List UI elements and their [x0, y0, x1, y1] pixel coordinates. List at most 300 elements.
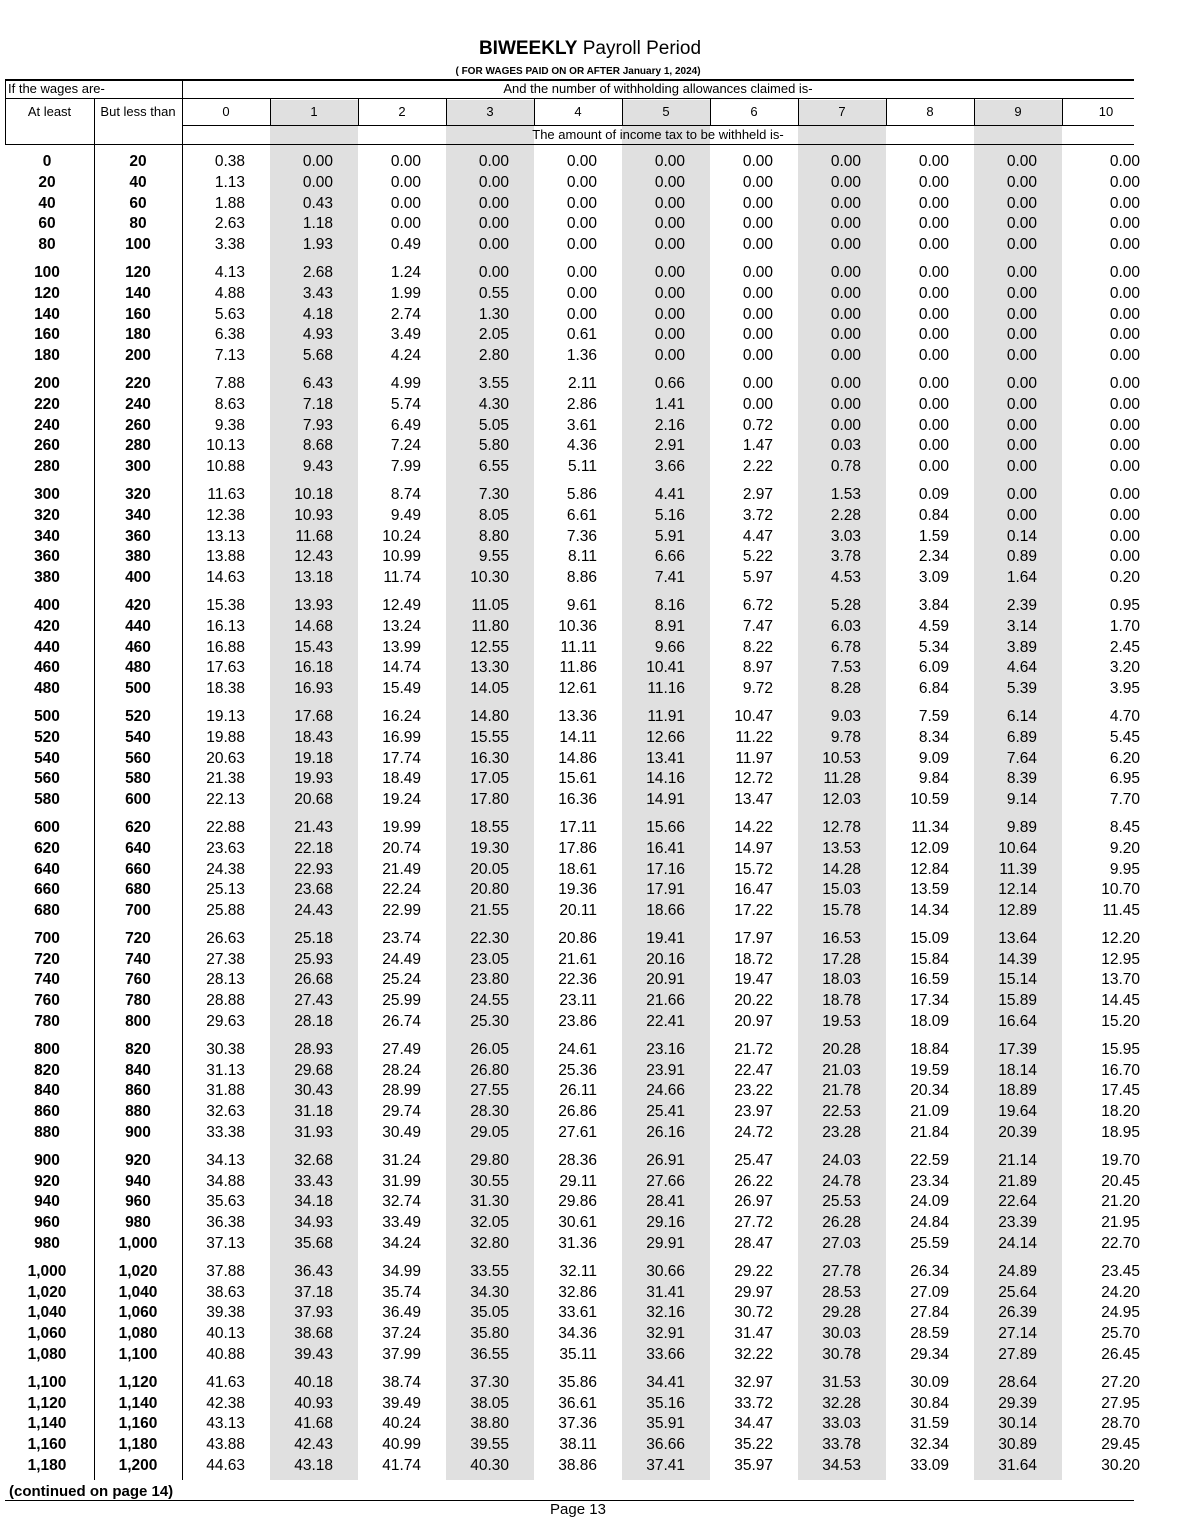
tax-cell: 36.55 — [470, 1346, 509, 1364]
tax-cell: 21.09 — [910, 1103, 949, 1121]
tax-cell: 24.43 — [294, 902, 333, 920]
tax-cell: 2.28 — [830, 506, 861, 524]
tax-cell: 0.00 — [1109, 194, 1140, 212]
tax-cell: 10.64 — [998, 839, 1037, 857]
tax-cell: 0.00 — [566, 215, 597, 233]
tax-cell: 35.16 — [646, 1394, 685, 1412]
tax-cell: 0.14 — [1006, 527, 1037, 545]
tax-cell: 22.47 — [734, 1061, 773, 1079]
tax-cell: 27.20 — [1101, 1373, 1140, 1391]
at-least-cell: 140 — [34, 305, 60, 323]
tax-cell: 9.78 — [830, 728, 861, 746]
tax-cell: 1.13 — [214, 173, 245, 191]
tax-cell: 6.89 — [1006, 728, 1037, 746]
tax-cell: 29.80 — [470, 1151, 509, 1169]
tax-cell: 26.97 — [734, 1193, 773, 1211]
but-less-than-cell: 860 — [125, 1082, 151, 1100]
but-less-than-cell: 960 — [125, 1193, 151, 1211]
tax-cell: 24.49 — [382, 950, 421, 968]
tax-cell: 0.00 — [566, 153, 597, 170]
tax-cell: 37.99 — [382, 1346, 421, 1364]
tax-cell: 8.97 — [742, 659, 773, 677]
at-least-cell: 220 — [34, 395, 60, 413]
but-less-than-cell: 160 — [125, 305, 151, 323]
tax-cell: 37.30 — [470, 1373, 509, 1391]
tax-cell: 32.63 — [206, 1103, 245, 1121]
tax-cell: 6.61 — [566, 506, 597, 524]
at-least-cell: 280 — [34, 458, 60, 476]
tax-cell: 20.28 — [822, 1040, 861, 1058]
tax-cell: 31.18 — [294, 1103, 333, 1121]
at-least-cell: 0 — [42, 153, 52, 170]
tax-cell: 14.22 — [734, 818, 773, 836]
at-least-cell: 600 — [34, 818, 60, 836]
tax-cell: 36.43 — [294, 1262, 333, 1280]
tax-cell: 37.36 — [558, 1415, 597, 1433]
tax-cell: 5.68 — [302, 347, 333, 365]
tax-cell: 13.24 — [382, 617, 421, 635]
tax-cell: 12.38 — [206, 506, 245, 524]
tax-cell: 11.28 — [823, 770, 861, 788]
tax-cell: 6.95 — [1109, 770, 1140, 788]
but-less-than-cell: 60 — [129, 194, 147, 212]
tax-cell: 30.72 — [734, 1304, 773, 1322]
at-least-cell: 420 — [34, 617, 60, 635]
tax-cell: 31.36 — [558, 1235, 597, 1253]
tax-cell: 14.34 — [910, 902, 949, 920]
allowance-col-2: 2 — [398, 104, 406, 119]
tax-cell: 0.00 — [1006, 194, 1037, 212]
tax-cell: 21.95 — [1101, 1214, 1140, 1232]
allowance-col-9: 9 — [1014, 104, 1022, 119]
tax-cell: 11.05 — [471, 596, 509, 614]
tax-cell: 18.14 — [998, 1061, 1037, 1079]
tax-cell: 23.68 — [294, 881, 333, 899]
tax-cell: 25.36 — [558, 1061, 597, 1079]
tax-cell: 18.38 — [206, 680, 245, 698]
tax-cell: 0.00 — [742, 215, 773, 233]
tax-cell: 5.34 — [918, 638, 949, 656]
tax-cell: 0.00 — [918, 395, 949, 413]
tax-cell: 10.36 — [558, 617, 597, 635]
tax-cell: 26.63 — [206, 929, 245, 947]
tax-cell: 32.91 — [646, 1325, 685, 1343]
tax-cell: 23.97 — [734, 1103, 773, 1121]
tax-cell: 5.39 — [1006, 680, 1037, 698]
tax-cell: 23.80 — [470, 971, 509, 989]
tax-cell: 31.47 — [734, 1325, 773, 1343]
tax-cell: 10.13 — [206, 437, 245, 455]
tax-cell: 21.61 — [558, 950, 597, 968]
tax-cell: 0.03 — [830, 437, 861, 455]
tax-cell: 2.11 — [567, 374, 597, 392]
tax-cell: 11.16 — [647, 680, 685, 698]
at-least-cell: 460 — [34, 659, 60, 677]
at-least-cell: 780 — [34, 1013, 60, 1031]
tax-cell: 6.43 — [302, 374, 333, 392]
but-less-than-cell: 420 — [125, 596, 151, 614]
allowance-col-8: 8 — [926, 104, 934, 119]
at-least-cell: 40 — [38, 194, 56, 212]
tax-cell: 29.05 — [470, 1124, 509, 1142]
row-group — [0, 818, 1140, 922]
tax-cell: 18.95 — [1101, 1124, 1140, 1142]
tax-cell: 19.53 — [822, 1013, 861, 1031]
tax-cell: 26.28 — [822, 1214, 861, 1232]
tax-cell: 10.88 — [206, 458, 245, 476]
tax-cell: 0.84 — [918, 506, 949, 524]
tax-cell: 24.38 — [206, 860, 245, 878]
table-row — [0, 679, 1140, 700]
tax-cell: 7.47 — [742, 617, 773, 635]
tax-cell: 0.38 — [214, 153, 245, 170]
but-less-than-cell: 660 — [125, 860, 151, 878]
tax-cell: 37.13 — [206, 1235, 245, 1253]
tax-cell: 3.95 — [1109, 680, 1140, 698]
tax-cell: 22.24 — [382, 881, 421, 899]
tax-cell: 16.36 — [558, 791, 597, 809]
tax-cell: 23.91 — [646, 1061, 685, 1079]
table-row — [0, 1061, 1140, 1082]
tax-cell: 21.49 — [382, 860, 421, 878]
tax-cell: 12.20 — [1101, 929, 1140, 947]
at-least-cell: 340 — [34, 527, 60, 545]
tax-cell: 20.63 — [206, 749, 245, 767]
tax-cell: 5.97 — [742, 569, 773, 587]
tax-cell: 25.64 — [998, 1283, 1037, 1301]
tax-cell: 34.13 — [206, 1151, 245, 1169]
tax-cell: 6.14 — [1006, 707, 1037, 725]
tax-cell: 18.61 — [558, 860, 597, 878]
tax-cell: 20.80 — [470, 881, 509, 899]
tax-cell: 3.78 — [830, 548, 861, 566]
at-least-cell: 760 — [34, 992, 60, 1010]
tax-cell: 31.41 — [646, 1283, 685, 1301]
tax-cell: 0.00 — [830, 326, 861, 344]
tax-cell: 0.09 — [918, 485, 949, 503]
table-row — [0, 769, 1140, 790]
tax-cell: 32.16 — [646, 1304, 685, 1322]
tax-cell: 15.72 — [734, 860, 773, 878]
tax-cell: 26.74 — [382, 1013, 421, 1031]
tax-cell: 0.43 — [302, 194, 333, 212]
tax-cell: 15.43 — [294, 638, 333, 656]
tax-cell: 25.30 — [470, 1013, 509, 1031]
tax-cell: 23.34 — [910, 1172, 949, 1190]
tax-cell: 8.39 — [1006, 770, 1037, 788]
tax-cell: 0.00 — [1109, 437, 1140, 455]
tax-cell: 0.00 — [830, 395, 861, 413]
tax-cell: 0.00 — [918, 347, 949, 365]
tax-cell: 14.45 — [1101, 992, 1140, 1010]
tax-cell: 28.88 — [206, 992, 245, 1010]
tax-cell: 0.00 — [918, 236, 949, 254]
table-row — [0, 749, 1140, 770]
but-less-than-header: But less than — [100, 104, 176, 119]
tax-cell: 0.00 — [1109, 548, 1140, 566]
tax-cell: 17.16 — [646, 860, 685, 878]
table-row — [0, 991, 1140, 1012]
tax-cell: 8.16 — [654, 596, 685, 614]
tax-cell: 14.91 — [646, 791, 685, 809]
tax-cell: 8.45 — [1109, 818, 1140, 836]
tax-cell: 10.18 — [294, 485, 333, 503]
tax-cell: 8.28 — [830, 680, 861, 698]
table-row — [0, 374, 1140, 395]
tax-cell: 0.00 — [1109, 326, 1140, 344]
tax-cell: 7.59 — [918, 707, 949, 725]
tax-cell: 23.74 — [382, 929, 421, 947]
but-less-than-cell: 1,140 — [118, 1394, 158, 1412]
at-least-cell: 1,180 — [27, 1457, 67, 1475]
tax-cell: 0.00 — [654, 153, 685, 170]
tax-cell: 33.49 — [382, 1214, 421, 1232]
tax-cell: 30.03 — [822, 1325, 861, 1343]
tax-cell: 4.59 — [918, 617, 949, 635]
allowance-col-1: 1 — [310, 104, 318, 119]
tax-cell: 1.18 — [302, 215, 333, 233]
tax-cell: 0.00 — [1109, 374, 1140, 392]
but-less-than-cell: 780 — [125, 992, 151, 1010]
at-least-cell: 700 — [34, 929, 60, 947]
tax-cell: 19.93 — [294, 770, 333, 788]
tax-cell: 3.43 — [302, 284, 333, 302]
tax-cell: 8.68 — [302, 437, 333, 455]
tax-cell: 27.66 — [646, 1172, 685, 1190]
tax-cell: 12.78 — [822, 818, 861, 836]
tax-cell: 6.20 — [1109, 749, 1140, 767]
tax-cell: 20.34 — [910, 1082, 949, 1100]
table-row — [0, 235, 1140, 256]
tax-cell: 18.55 — [470, 818, 509, 836]
tax-cell: 31.64 — [998, 1457, 1037, 1475]
tax-cell: 0.00 — [1109, 395, 1140, 413]
tax-cell: 22.88 — [206, 818, 245, 836]
tax-cell: 30.61 — [558, 1214, 597, 1232]
tax-cell: 0.00 — [1109, 236, 1140, 254]
tax-cell: 17.63 — [206, 659, 245, 677]
tax-cell: 0.00 — [478, 173, 509, 191]
tax-cell: 19.36 — [558, 881, 597, 899]
tax-cell: 0.00 — [478, 194, 509, 212]
tax-cell: 0.00 — [1006, 506, 1037, 524]
tax-cell: 0.00 — [566, 263, 597, 281]
tax-cell: 29.22 — [734, 1262, 773, 1280]
tax-cell: 1.93 — [302, 236, 333, 254]
tax-cell: 15.49 — [382, 680, 421, 698]
tax-cell: 39.55 — [470, 1436, 509, 1454]
tax-cell: 0.00 — [1109, 458, 1140, 476]
tax-cell: 22.18 — [294, 839, 333, 857]
table-row — [0, 1303, 1140, 1324]
tax-cell: 0.00 — [1006, 458, 1037, 476]
but-less-than-cell: 1,160 — [118, 1415, 158, 1433]
tax-cell: 20.39 — [998, 1124, 1037, 1142]
tax-cell: 0.00 — [1109, 305, 1140, 323]
tax-cell: 0.00 — [1109, 485, 1140, 503]
tax-cell: 25.88 — [206, 902, 245, 920]
tax-cell: 22.53 — [822, 1103, 861, 1121]
tax-cell: 0.00 — [742, 194, 773, 212]
tax-cell: 39.43 — [294, 1346, 333, 1364]
tax-cell: 25.93 — [294, 950, 333, 968]
tax-cell: 5.11 — [567, 458, 597, 476]
tax-cell: 35.68 — [294, 1235, 333, 1253]
at-least-cell: 160 — [34, 326, 60, 344]
allowance-col-5: 5 — [662, 104, 670, 119]
tax-cell: 13.18 — [294, 569, 333, 587]
tax-cell: 28.30 — [470, 1103, 509, 1121]
tax-cell: 20.74 — [382, 839, 421, 857]
tax-cell: 23.39 — [998, 1214, 1037, 1232]
tax-cell: 26.45 — [1101, 1346, 1140, 1364]
tax-cell: 30.66 — [646, 1262, 685, 1280]
but-less-than-cell: 820 — [125, 1040, 151, 1058]
tax-cell: 31.30 — [470, 1193, 509, 1211]
tax-cell: 3.09 — [918, 569, 949, 587]
tax-cell: 11.68 — [295, 527, 333, 545]
tax-cell: 0.00 — [918, 173, 949, 191]
tax-cell: 15.78 — [822, 902, 861, 920]
row-group — [0, 263, 1140, 367]
tax-cell: 24.95 — [1101, 1304, 1140, 1322]
tax-cell: 0.00 — [1109, 284, 1140, 302]
but-less-than-cell: 540 — [125, 728, 151, 746]
table-row — [0, 950, 1140, 971]
tax-cell: 0.00 — [830, 153, 861, 170]
tax-cell: 12.61 — [558, 680, 597, 698]
tax-cell: 11.86 — [559, 659, 597, 677]
tax-cell: 4.93 — [302, 326, 333, 344]
tax-cell: 1.70 — [1109, 617, 1140, 635]
table-row — [0, 457, 1140, 478]
tax-cell: 32.05 — [470, 1214, 509, 1232]
table-row — [0, 860, 1140, 881]
tax-cell: 0.49 — [390, 236, 421, 254]
tax-cell: 30.38 — [206, 1040, 245, 1058]
tax-cell: 9.72 — [742, 680, 773, 698]
at-least-cell: 440 — [34, 638, 60, 656]
tax-cell: 4.53 — [830, 569, 861, 587]
but-less-than-cell: 1,060 — [118, 1304, 158, 1322]
but-less-than-cell: 220 — [125, 374, 151, 392]
but-less-than-cell: 1,100 — [118, 1346, 158, 1364]
tax-cell: 40.18 — [294, 1373, 333, 1391]
tax-cell: 16.13 — [206, 617, 245, 635]
title-rest: Payroll Period — [577, 38, 702, 59]
tax-cell: 36.66 — [646, 1436, 685, 1454]
table-row — [0, 1262, 1140, 1283]
table-row — [0, 707, 1140, 728]
tax-cell: 23.63 — [206, 839, 245, 857]
tax-cell: 14.68 — [294, 617, 333, 635]
but-less-than-cell: 900 — [125, 1124, 151, 1142]
table-row — [0, 152, 1140, 173]
but-less-than-cell: 40 — [129, 173, 147, 191]
tax-cell: 28.53 — [822, 1283, 861, 1301]
tax-cell: 10.99 — [382, 548, 421, 566]
tax-cell: 26.68 — [294, 971, 333, 989]
tax-cell: 33.38 — [206, 1124, 245, 1142]
tax-cell: 16.59 — [910, 971, 949, 989]
tax-cell: 29.74 — [382, 1103, 421, 1121]
but-less-than-cell: 100 — [125, 236, 151, 254]
tax-cell: 0.00 — [1006, 263, 1037, 281]
tax-cell: 29.68 — [294, 1061, 333, 1079]
tax-cell: 0.00 — [742, 173, 773, 191]
tax-cell: 7.93 — [302, 416, 333, 434]
tax-cell: 14.16 — [646, 770, 685, 788]
tax-cell: 13.30 — [470, 659, 509, 677]
tax-cell: 15.84 — [910, 950, 949, 968]
tax-cell: 18.78 — [822, 992, 861, 1010]
row-group — [0, 707, 1140, 811]
tax-cell: 25.13 — [206, 881, 245, 899]
tax-cell: 28.13 — [206, 971, 245, 989]
but-less-than-cell: 280 — [125, 437, 151, 455]
tax-cell: 0.00 — [918, 458, 949, 476]
tax-cell: 29.63 — [206, 1013, 245, 1031]
tax-cell: 25.70 — [1101, 1325, 1140, 1343]
tax-cell: 0.00 — [742, 284, 773, 302]
tax-cell: 0.00 — [742, 326, 773, 344]
tax-cell: 9.84 — [918, 770, 949, 788]
table-row — [0, 214, 1140, 235]
at-least-cell: 880 — [34, 1124, 60, 1142]
tax-cell: 21.55 — [470, 902, 509, 920]
tax-cell: 7.53 — [830, 659, 861, 677]
tax-cell: 28.47 — [734, 1235, 773, 1253]
tax-cell: 19.47 — [734, 971, 773, 989]
tax-cell: 1.30 — [478, 305, 509, 323]
tax-cell: 33.72 — [734, 1394, 773, 1412]
tax-cell: 17.45 — [1101, 1082, 1140, 1100]
tax-cell: 0.00 — [1006, 374, 1037, 392]
tax-cell: 24.89 — [998, 1262, 1037, 1280]
but-less-than-cell: 300 — [125, 458, 151, 476]
tax-cell: 1.41 — [654, 395, 685, 413]
tax-cell: 38.68 — [294, 1325, 333, 1343]
tax-cell: 2.45 — [1109, 638, 1140, 656]
tax-cell: 21.84 — [910, 1124, 949, 1142]
tax-cell: 26.05 — [470, 1040, 509, 1058]
at-least-cell: 820 — [34, 1061, 60, 1079]
but-less-than-cell: 700 — [125, 902, 151, 920]
but-less-than-cell: 360 — [125, 527, 151, 545]
tax-cell: 19.64 — [998, 1103, 1037, 1121]
table-row — [0, 1151, 1140, 1172]
table-row — [0, 1345, 1140, 1366]
but-less-than-cell: 1,180 — [118, 1436, 158, 1454]
tax-cell: 15.66 — [646, 818, 685, 836]
at-least-cell: 20 — [38, 173, 56, 191]
tax-cell: 3.55 — [478, 374, 509, 392]
but-less-than-cell: 480 — [125, 659, 151, 677]
tax-cell: 5.86 — [566, 485, 597, 503]
tax-cell: 27.84 — [910, 1304, 949, 1322]
at-least-cell: 100 — [34, 263, 60, 281]
tax-cell: 0.00 — [1109, 347, 1140, 365]
allowance-col-6: 6 — [750, 104, 758, 119]
tax-cell: 26.16 — [646, 1124, 685, 1142]
tax-cell: 34.24 — [382, 1235, 421, 1253]
tax-cell: 0.00 — [830, 263, 861, 281]
tax-cell: 9.38 — [214, 416, 245, 434]
tax-cell: 24.72 — [734, 1124, 773, 1142]
tax-cell: 27.55 — [470, 1082, 509, 1100]
tax-cell: 38.74 — [382, 1373, 421, 1391]
tax-cell: 3.38 — [214, 236, 245, 254]
